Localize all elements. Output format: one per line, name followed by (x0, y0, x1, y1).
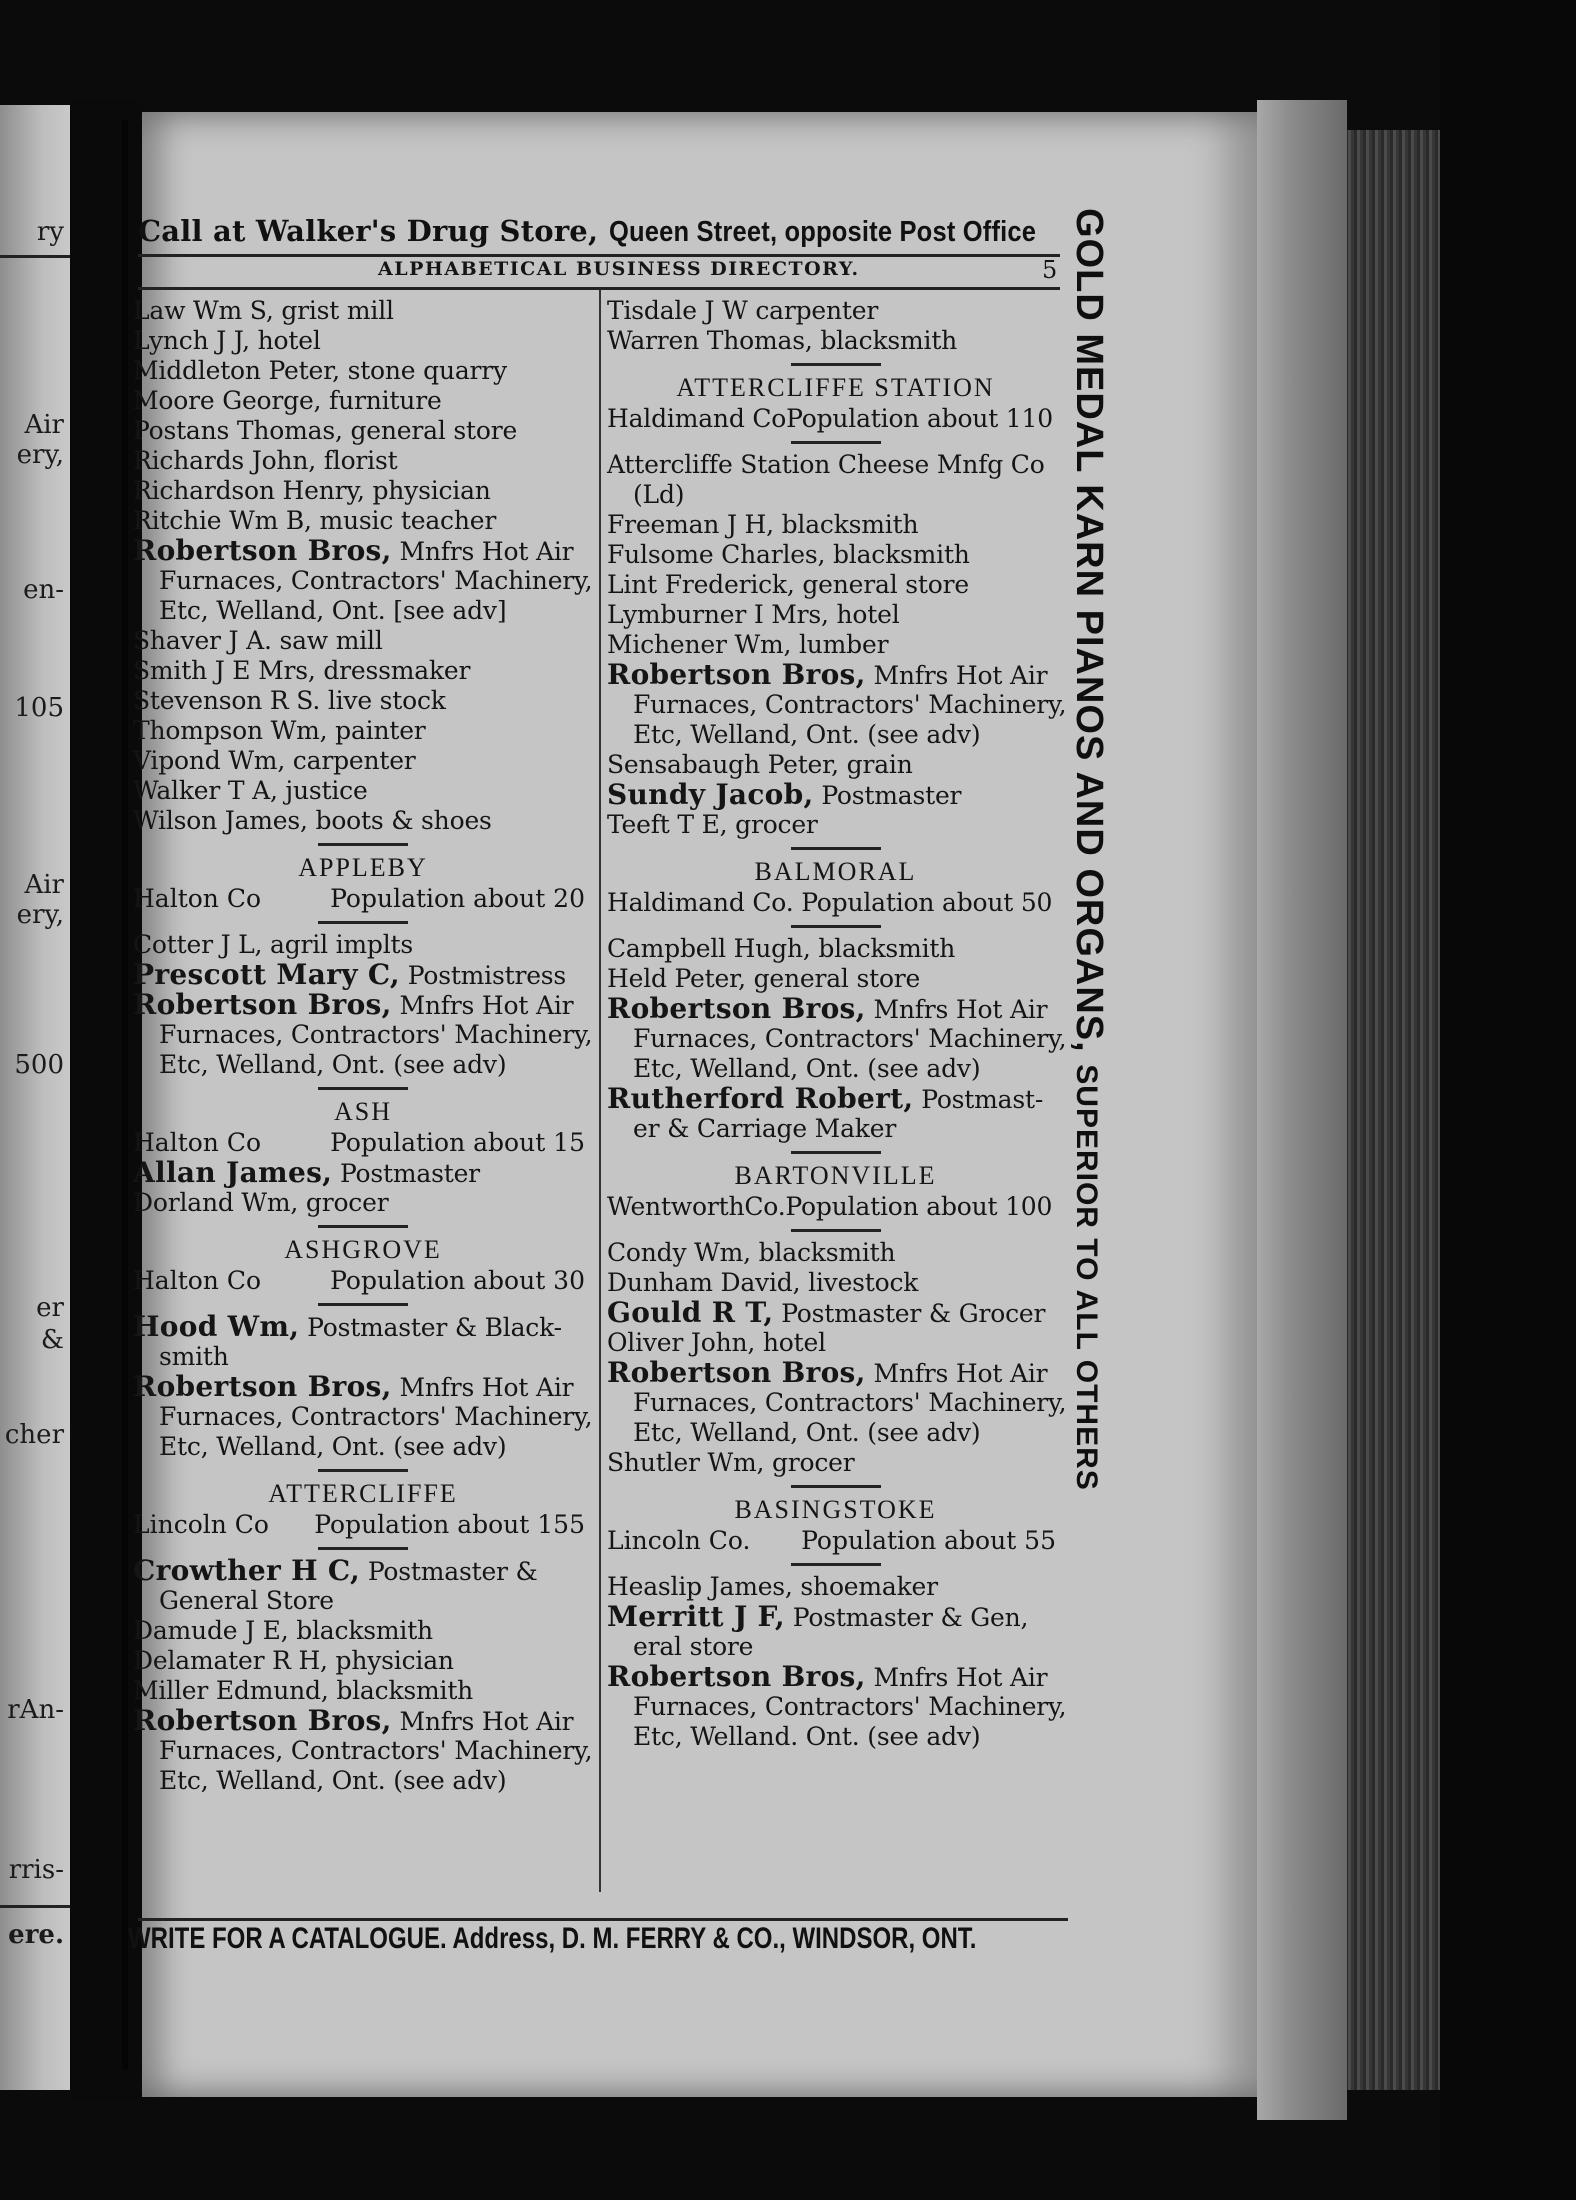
county-population-row: Haldimand Co. Population about 50 (607, 888, 1053, 917)
book-gutter (70, 100, 142, 2100)
left-facing-page (0, 105, 70, 2090)
advertiser-detail: Mnfrs Hot Air (873, 1359, 1048, 1388)
listing-entry: Delamater R H, physician (133, 1646, 454, 1675)
listing-continuation: Furnaces, Contractors' Machinery, (633, 1024, 1067, 1053)
listing-entry: Held Peter, general store (607, 964, 921, 993)
postmaster-role: Postmaster & Gen, (792, 1603, 1029, 1632)
advertiser-name: Robertson Bros, (607, 1660, 866, 1693)
listing-entry: Postans Thomas, general store (133, 416, 518, 445)
postmaster-role: Postmaster & Grocer (781, 1299, 1046, 1328)
advertiser-entry (607, 994, 1064, 1024)
section-divider (607, 918, 1064, 934)
left-page-fragment: & (40, 1325, 64, 1355)
postmaster-role: Postmaster & (367, 1557, 538, 1586)
section-divider (133, 1080, 593, 1096)
listing-entry: Wilson James, boots & shoes (133, 806, 492, 835)
section-divider (607, 1222, 1064, 1238)
postmaster-entry (133, 1556, 593, 1586)
advertiser-detail: Mnfrs Hot Air (399, 1707, 574, 1736)
postmaster-role: Postmistress (407, 961, 567, 990)
listing-entry: Smith J E Mrs, dressmaker (133, 656, 471, 685)
listing-entry: Lynch J J, hotel (133, 326, 321, 355)
postmaster-name: Sundy Jacob, (607, 778, 814, 811)
listing-entry: Dorland Wm, grocer (133, 1188, 389, 1217)
listing-entry: Lint Frederick, general store (607, 570, 969, 599)
advertiser-name: Robertson Bros, (133, 1370, 392, 1403)
county-name: Halton Co (133, 1266, 262, 1295)
listing-continuation: eral store (633, 1632, 754, 1661)
place-heading-bartonville: BARTONVILLE (734, 1161, 937, 1190)
listing-continuation: Etc, Welland, Ont. (see adv) (633, 720, 981, 749)
listing-entry: Fulsome Charles, blacksmith (607, 540, 970, 569)
listing-entry: Teeft T E, grocer (607, 810, 818, 839)
county-population-row (133, 884, 593, 914)
listing-entry: Stevenson R S. live stock (133, 686, 446, 715)
left-page-fragment: ery, (16, 440, 64, 470)
left-page-fragment: 105 (14, 693, 64, 723)
section-divider (133, 1296, 593, 1312)
advertiser-detail: Mnfrs Hot Air (873, 995, 1048, 1024)
population: Population about 55 (801, 1526, 1056, 1555)
postmaster-entry (607, 780, 1064, 810)
listing-entry: Vipond Wm, carpenter (133, 746, 416, 775)
postmaster-role: Postmaster & Black- (307, 1313, 562, 1342)
postmaster-entry (133, 1312, 593, 1342)
listing-entry: Moore George, furniture (133, 386, 442, 415)
listing-entry: Heaslip James, shoemaker (607, 1572, 938, 1601)
listing-entry: Condy Wm, blacksmith (607, 1238, 896, 1267)
listing-continuation: General Store (159, 1586, 334, 1615)
county-name: Lincoln Co (133, 1510, 269, 1539)
place-heading-ashgrove: ASHGROVE (284, 1235, 442, 1264)
left-page-fragment: er (36, 1293, 64, 1323)
left-page-fragment: cher (4, 1420, 64, 1450)
advertiser-entry (133, 536, 593, 566)
listing-continuation: Etc, Welland, Ont. [see adv] (159, 596, 507, 625)
listing-continuation: (Ld) (633, 480, 685, 509)
listing-entry: Law Wm S, grist mill (133, 296, 394, 325)
section-divider (133, 836, 593, 852)
listing-entry: Michener Wm, lumber (607, 630, 889, 659)
listing-continuation: Furnaces, Contractors' Machinery, (159, 1020, 593, 1049)
listing-continuation: smith (159, 1342, 229, 1371)
postmaster-entry (607, 1298, 1064, 1328)
listing-entry: Tisdale J W carpenter (607, 296, 879, 325)
left-page-fragment: ery, (16, 900, 64, 930)
advertiser-name: Robertson Bros, (607, 1356, 866, 1389)
county-name: Lincoln Co. (607, 1526, 751, 1555)
column-divider (599, 290, 601, 1892)
advertiser-entry (133, 1372, 593, 1402)
header-advert-store: Call at Walker's Drug Store, (138, 214, 599, 248)
place-heading-attercliffe-station: ATTERCLIFFE STATION (676, 373, 995, 402)
section-divider (133, 1462, 593, 1478)
listing-continuation: Furnaces, Contractors' Machinery, (633, 1692, 1067, 1721)
left-page-fragment: Air (24, 410, 64, 440)
advertiser-entry (133, 1706, 593, 1736)
listing-continuation: Etc, Welland, Ont. (see adv) (633, 1054, 981, 1083)
page-curl-edge (1257, 100, 1347, 2120)
left-column (133, 296, 593, 1796)
side-advert-vertical (1062, 208, 1110, 1928)
listing-entry: Oliver John, hotel (607, 1328, 826, 1357)
side-advert-text (1067, 208, 1110, 1928)
section-divider (133, 1540, 593, 1556)
postmaster-name: Hood Wm, (133, 1310, 300, 1343)
listing-entry: Thompson Wm, painter (133, 716, 426, 745)
footer-rule (138, 1918, 1068, 1921)
postmaster-entry (607, 1602, 1064, 1632)
listing-entry: Ritchie Wm B, music teacher (133, 506, 497, 535)
population: Population about 20 (330, 884, 585, 913)
advertiser-entry (607, 660, 1064, 690)
left-page-fragment: 500 (14, 1050, 64, 1080)
postmaster-name: Gould R T, (607, 1296, 774, 1329)
section-divider (133, 1218, 593, 1234)
page-number: 5 (1042, 256, 1058, 284)
advertiser-name: Robertson Bros, (607, 992, 866, 1025)
advertiser-name: Robertson Bros, (133, 988, 392, 1021)
footer-advert-banner: WRITE FOR A CATALOGUE. Address, D. M. FERRY & CO., WINDSOR, ONT. (128, 1922, 977, 1955)
listing-continuation: Etc, Welland. Ont. (see adv) (633, 1722, 981, 1751)
right-column (607, 296, 1067, 1752)
place-heading-basingstoke: BASINGSTOKE (734, 1495, 937, 1524)
population: Population about 155 (314, 1510, 585, 1539)
header-advert-location: Queen Street, opposite Post Office (608, 216, 1036, 248)
population: Population about 15 (330, 1128, 585, 1157)
listing-continuation: Furnaces, Contractors' Machinery, (159, 1736, 593, 1765)
listing-entry: Richards John, florist (133, 446, 398, 475)
advertiser-entry (133, 990, 593, 1020)
advertiser-entry (607, 1358, 1064, 1388)
listing-entry: Sensabaugh Peter, grain (607, 750, 913, 779)
gutter-crease (122, 120, 128, 2070)
header-advert-banner (138, 214, 1058, 249)
county-population-row (607, 1526, 1064, 1556)
book-spine-shadow (1440, 0, 1576, 2200)
listing-continuation: Furnaces, Contractors' Machinery, (633, 1388, 1067, 1417)
listing-entry: Attercliffe Station Cheese Mnfg Co (607, 450, 1045, 479)
postmaster-name: Prescott Mary C, (133, 958, 400, 991)
county-population-row: WentworthCo.Population about 100 (607, 1192, 1053, 1221)
listing-entry: Damude J E, blacksmith (133, 1616, 433, 1645)
advertiser-detail: Mnfrs Hot Air (399, 991, 574, 1020)
postmaster-role: Postmaster (821, 781, 962, 810)
section-divider (607, 356, 1064, 372)
section-divider (607, 1478, 1064, 1494)
listing-continuation: Etc, Welland, Ont. (see adv) (159, 1766, 507, 1795)
listing-entry: Dunham David, livestock (607, 1268, 919, 1297)
county-population-row (133, 1510, 593, 1540)
advertiser-detail: Mnfrs Hot Air (873, 661, 1048, 690)
listing-continuation: Furnaces, Contractors' Machinery, (159, 566, 593, 595)
place-heading-balmoral: BALMORAL (754, 857, 917, 886)
left-page-fragment: ry (36, 217, 64, 247)
side-advert-main: GOLD MEDAL KARN PIANOS AND ORGANS, (1068, 208, 1110, 1053)
advertiser-detail: Mnfrs Hot Air (399, 1373, 574, 1402)
place-heading-attercliffe: ATTERCLIFFE (268, 1479, 458, 1508)
section-divider (133, 914, 593, 930)
listing-entry: Lymburner I Mrs, hotel (607, 600, 900, 629)
section-divider (607, 1556, 1064, 1572)
postmaster-role: Postmast- (921, 1085, 1044, 1114)
section-divider (607, 1144, 1064, 1160)
county-population-row (133, 1128, 593, 1158)
listing-continuation: Etc, Welland, Ont. (see adv) (633, 1418, 981, 1447)
postmaster-name: Rutherford Robert, (607, 1082, 914, 1115)
postmaster-name: Crowther H C, (133, 1554, 361, 1587)
listing-entry: Warren Thomas, blacksmith (607, 326, 958, 355)
left-page-fragment: rris- (8, 1855, 64, 1885)
postmaster-name: Merritt J F, (607, 1600, 785, 1633)
postmaster-role: Postmaster (339, 1159, 480, 1188)
listing-entry: Shutler Wm, grocer (607, 1448, 855, 1477)
listing-entry: Middleton Peter, stone quarry (133, 356, 507, 385)
listing-continuation: er & Carriage Maker (633, 1114, 897, 1143)
section-divider (607, 434, 1064, 450)
county-population-row: Haldimand CoPopulation about 110 (607, 404, 1053, 433)
population: Population about 30 (330, 1266, 585, 1295)
section-divider (607, 840, 1064, 856)
county-name: Halton Co (133, 884, 262, 913)
listing-entry: Shaver J A. saw mill (133, 626, 383, 655)
advertiser-detail: Mnfrs Hot Air (399, 537, 574, 566)
running-head: ALPHABETICAL BUSINESS DIRECTORY. (378, 258, 860, 280)
advertiser-name: Robertson Bros, (133, 534, 392, 567)
advertiser-name: Robertson Bros, (133, 1704, 392, 1737)
header-rule (138, 254, 1060, 257)
left-page-fragment: Air (24, 870, 64, 900)
listing-entry: Freeman J H, blacksmith (607, 510, 919, 539)
left-page-fragment: rAn- (7, 1695, 64, 1725)
listing-continuation: Etc, Welland, Ont. (see adv) (159, 1432, 507, 1461)
listing-continuation: Furnaces, Contractors' Machinery, (159, 1402, 593, 1431)
listing-continuation: Etc, Welland, Ont. (see adv) (159, 1050, 507, 1079)
place-heading-appleby: APPLEBY (298, 853, 428, 882)
listing-entry: Campbell Hugh, blacksmith (607, 934, 956, 963)
postmaster-entry (133, 960, 593, 990)
postmaster-entry (607, 1084, 1064, 1114)
advertiser-entry (607, 1662, 1064, 1692)
advertiser-detail: Mnfrs Hot Air (873, 1663, 1048, 1692)
advertiser-name: Robertson Bros, (607, 658, 866, 691)
county-name: Halton Co (133, 1128, 262, 1157)
listing-entry: Cotter J L, agril implts (133, 930, 414, 959)
listing-entry: Walker T A, justice (133, 776, 368, 805)
postmaster-entry (133, 1158, 593, 1188)
listing-entry: Richardson Henry, physician (133, 476, 491, 505)
place-heading-ash: ASH (333, 1097, 392, 1126)
side-advert-tail: SUPERIOR TO ALL OTHERS (1070, 1064, 1103, 1491)
listing-entry: Miller Edmund, blacksmith (133, 1676, 474, 1705)
left-page-fragment: en- (23, 575, 64, 605)
left-page-fragment: ere. (8, 1920, 64, 1950)
listing-continuation: Furnaces, Contractors' Machinery, (633, 690, 1067, 719)
county-population-row (133, 1266, 593, 1296)
postmaster-name: Allan James, (133, 1156, 333, 1189)
